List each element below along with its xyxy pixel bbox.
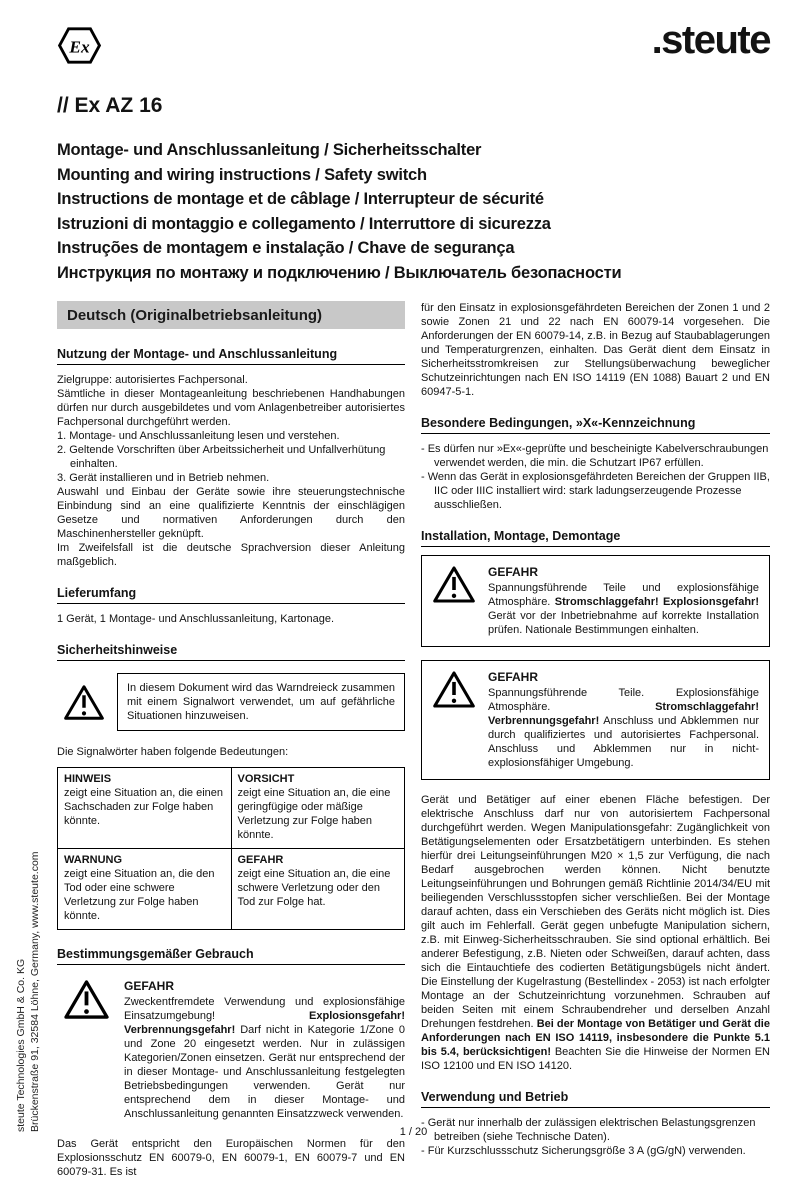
paragraph: 1 Gerät, 1 Montage- und Anschlussanleitung, Kartonage. — [57, 613, 335, 625]
danger-title: GEFAHR — [488, 670, 539, 684]
signal-desc: zeigt eine Situation an, die den Tod oder eine schwere Verletzung zur Folge haben könnte. — [64, 868, 215, 922]
bullet-item: - Es dürfen nur »Ex«-geprüfte und bescheinigte Kabelverschraubungen verwendet werden, die min. die Schutzart IP67 erfüllen. — [421, 443, 769, 469]
danger-text: Spannungsführende Teile. Explosionsfähige Atmosphäre. Stromschlaggefahr! Verbrennungsgefahr! Anschluss und Abklemmen nur durch qualifiziertes und autorisiertes Fachpersonal. Anschluss und Abklemmen nur in nicht-explosionsfähiger Umgebung. — [488, 687, 759, 769]
danger-block-use — [57, 979, 405, 1121]
language-banner: Deutsch (Originalbetriebsanleitung) — [57, 301, 405, 329]
danger-text: Zweckentfremdete Verwendung und explosionsfähige Einsatzumgebung! Explosionsgefahr! Verbrennungsgefahr! Darf nicht in Kategorie 1/Zone 0 und Zone 20 eingesetzt werden. Nur in zulässigen Kategorien/Zonen einsetzen. Gerät nur entsprechend der in dieser Montage- und Anschlussanleitung festgelegten Betriebsbedingungen verwenden. Gerät nur entsprechend dem in dieser Montage- und Anschlussanleitung genannten Einsatzzweck verwenden. — [124, 996, 405, 1120]
product-title: // Ex AZ 16 — [57, 94, 163, 117]
warning-note — [57, 673, 405, 731]
table-cell-gefahr — [231, 849, 405, 930]
two-column-body — [57, 301, 770, 1179]
signal-term: WARNUNG — [64, 854, 123, 866]
paragraph-continuation: für den Einsatz in explosionsgefährdeten Bereichen der Zonen 1 und 2 sowie Zonen 21 und 22 nach EN 60079-14 vorgesehen. Die Anforderungen der EN 60079-14, z.B. in Bezug auf Staubablagerungen und Temperaturgrenzen, einhalten. Das Gerät dient dem Einsatz in Sicherheitsstromkreisen zur Stellungsüberwachung beweglicher Schutzeinrichtungen nach EN ISO 14119 (EN 1088) Bauart 2 und EN 60947-5-1. — [421, 302, 770, 398]
table-cell-warnung — [58, 849, 232, 930]
danger-content — [488, 670, 759, 770]
danger-content — [124, 979, 405, 1121]
ex-symbol-text: Ex — [69, 37, 90, 57]
heading-verwendung: Verwendung und Betrieb — [421, 1090, 770, 1108]
danger-bold-text: Stromschlaggefahr! Verbrennungsgefahr! — [488, 701, 759, 727]
warning-note-text: In diesem Dokument wird das Warndreieck zusammen mit einem Signalwort verwendet, um auf gefährliche Situationen hinzuweisen. — [117, 673, 405, 731]
signal-desc: zeigt eine Situation an, die einen Sachschaden zur Folge haben könnte. — [64, 787, 224, 827]
paragraph: Zielgruppe: autorisiertes Fachpersonal. — [57, 374, 248, 386]
subtitle-fr: Instructions de montage et de câblage / Interrupteur de sécurité — [57, 190, 544, 208]
mounting-bold-text: Bei der Montage von Betätiger und Gerät die Anforderungen nach EN ISO 14119, insbesondere die Punkte 5.1 bis 5.4, berücksichtigen! — [421, 1018, 770, 1058]
warning-triangle-icon — [63, 979, 110, 1020]
table-cell-hinweis — [58, 768, 232, 849]
heading-installation: Installation, Montage, Demontage — [421, 529, 770, 547]
heading-bestimmungsgemaess: Bestimmungsgemäßer Gebrauch — [57, 947, 405, 965]
heading-sicherheitshinweise: Sicherheitshinweise — [57, 643, 405, 661]
signal-term: VORSICHT — [237, 773, 295, 785]
bullet-item: - Gerät nur innerhalb der zulässigen elektrischen Belastungsgrenzen betreiben (siehe Technische Daten). — [421, 1117, 756, 1143]
numbered-item: 3. Gerät installieren und in Betrieb nehmen. — [57, 472, 270, 484]
danger-title: GEFAHR — [488, 565, 539, 579]
numbered-item: 2. Geltende Vorschriften über Arbeitssicherheit und Unfallverhütung einhalten. — [57, 444, 386, 470]
bullet-item: - Für Kurzschlussschutz Sicherungsgröße 3 A (gG/gN) verwenden. — [421, 1145, 746, 1157]
paragraph: Das Gerät entspricht den Europäischen Normen für den Explosionsschutz EN 60079-0, EN 60079-1, EN 60079-7 und EN 60079-31. Es ist — [57, 1138, 405, 1178]
danger-box-installation-1 — [421, 555, 770, 647]
warning-triangle-icon — [432, 670, 476, 709]
danger-content — [488, 565, 759, 637]
danger-bold-text: Stromschlaggefahr! Explosionsgefahr! — [554, 596, 759, 608]
subtitle-it: Istruzioni di montaggio e collegamento / Interruttore di sicurezza — [57, 214, 551, 233]
paragraph: Auswahl und Einbau der Geräte sowie ihre steuerungstechnische Einbindung sind an eine qualifizierte Kenntnis der einschlägigen Gesetze und normativen Anforderungen durch den Maschinenhersteller geknüpft. — [57, 486, 405, 540]
danger-text: Spannungsführende Teile und explosionsfähige Atmosphäre. Stromschlaggefahr! Explosionsgefahr! Gerät vor der Inbetriebnahme auf korrekte Installation prüfen. Nationale Bestimmungen einhalten. — [488, 582, 759, 636]
side-company-name: steute Technologies GmbH & Co. KG — [15, 958, 27, 1132]
danger-box-installation-2 — [421, 660, 770, 780]
danger-bold-text: Explosionsgefahr! Verbrennungsgefahr! — [124, 1010, 405, 1036]
signal-words-intro: Die Signalwörter haben folgende Bedeutungen: — [57, 746, 289, 758]
multilingual-subtitles — [57, 138, 770, 285]
danger-title: GEFAHR — [124, 979, 175, 993]
ex-atex-logo-icon — [57, 26, 102, 65]
signal-desc: zeigt eine Situation an, die eine schwere Verletzung oder den Tod zur Folge hat. — [237, 868, 391, 908]
heading-nutzung: Nutzung der Montage- und Anschlussanleitung — [57, 347, 405, 365]
paragraph: Sämtliche in dieser Montageanleitung beschriebenen Handhabungen dürfen nur durch ausgebildetes und vom Anlagenbetreiber autorisiertes Fachpersonal durchgeführt werden. — [57, 388, 405, 428]
subtitle-en: Mounting and wiring instructions / Safety switch — [57, 165, 427, 184]
warning-triangle-icon — [63, 684, 105, 721]
steute-logo: .steute — [651, 18, 770, 62]
signal-word-table — [57, 767, 405, 930]
signal-term: HINWEIS — [64, 773, 112, 785]
header — [57, 18, 770, 72]
left-column — [57, 301, 405, 1179]
bullet-item: - Wenn das Gerät in explosionsgefährdeten Bereichen der Gruppen IIB, IIC oder IIIC installiert wird: stark ladungserzeugende Prozesse ausschließen. — [421, 471, 770, 511]
paragraph-mounting: Gerät und Betätiger auf einer ebenen Fläche befestigen. Der elektrische Anschluss darf nur von autorisiertem Fachpersonal durchgeführt werden. Wegen Manipulationsgefahr: Zugänglichkeit von Betätigungselementen oder Ersatzbetätigern unterbinden. Es stehen hierfür drei Leitungseinführungen M20 × 1,5 zur Verfügung, die nach Bedarf ausgebrochen werden können. Nicht benutzte Leitungseinführungen und Bohrungen gemäß Richtlinie 2014/34/EU mit beiliegenden Verschlussstopfen sicher verschließen. Bei der Montage darauf achten, dass ein Verschieben des Geräts nicht möglich ist. Dies gilt auch im Fehlerfall. Gerät gegen unbefugte Manipulation sichern, z.B. mit Einweg-Sicherheitsschrauben. Sie sind optional erhältlich. Bei anderer Befestigung, z.B. Nieten oder Schweißen, darauf achten, dass sich die Eintauchtiefe des codierten Betätigungsbügels nicht ändert. Die Einstellung der Kugelrastung (Bestellindex - 2053) ist nach erfolgter Montage an der Schutzeinrichtung vorzunehmen. Schrauben auf beiden Seiten mit einem Schraubendreher und derselben Anzahl Drehungen festdrehen. Bei der Montage von Betätiger und Gerät die Anforderungen nach EN ISO 14119, insbesondere die Punkte 5.1 bis 5.4, berücksichtigen! Beachten Sie die Hinweise der Normen EN ISO 12100 und EN ISO 14120. — [421, 794, 770, 1072]
warning-triangle-icon — [432, 565, 476, 604]
table-cell-vorsicht — [231, 768, 405, 849]
subtitle-ru: Инструкция по монтажу и подключению / Выключатель безопасности — [57, 263, 622, 282]
numbered-item: 1. Montage- und Anschlussanleitung lesen und verstehen. — [57, 430, 340, 442]
subtitle-pt: Instruções de montagem e instalação / Chave de segurança — [57, 239, 515, 257]
signal-desc: zeigt eine Situation an, die eine geringfügige oder mäßige Verletzung zur Folge haben könnte. — [237, 787, 391, 841]
paragraph: Im Zweifelsfall ist die deutsche Sprachversion dieser Anleitung maßgeblich. — [57, 542, 405, 568]
heading-besondere-bedingungen: Besondere Bedingungen, »X«-Kennzeichnung — [421, 416, 770, 434]
side-company-address: Brückenstraße 91, 32584 Löhne, Germany, www.steute.com — [28, 851, 41, 1132]
heading-lieferumfang: Lieferumfang — [57, 586, 405, 604]
right-column — [421, 301, 770, 1179]
signal-term: GEFAHR — [237, 854, 284, 866]
page-number: 1 / 20 — [399, 1126, 428, 1138]
subtitle-de: Montage- und Anschlussanleitung / Sicherheitsschalter — [57, 141, 482, 159]
